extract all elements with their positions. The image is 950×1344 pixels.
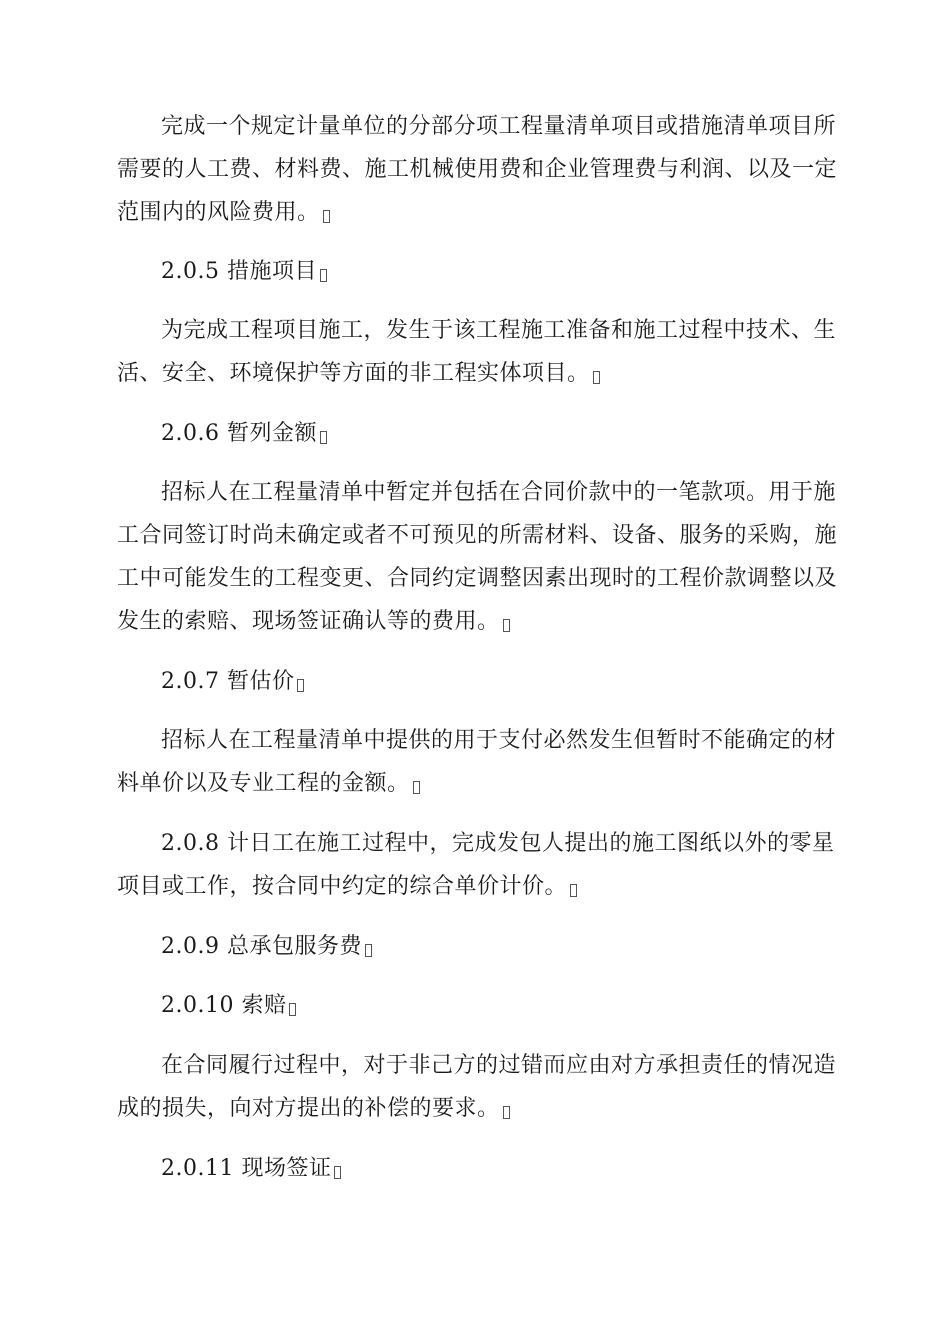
- line-text: 招标人在工程量清单中提供的用于支付必然发生但暂时不能确定的材: [161, 728, 837, 753]
- paragraph-mark-icon: [570, 884, 577, 897]
- line-text: 工合同签订时尚未确定或者不可预见的所需材料、设备、服务的采购，施: [117, 523, 838, 548]
- paragraph-mark-icon: [365, 944, 372, 957]
- heading-text: 2.0.9 总承包服务费: [161, 934, 362, 959]
- section-heading: [161, 832, 834, 856]
- paragraph-mark-icon: [320, 431, 327, 444]
- paragraph-line: [117, 1097, 510, 1121]
- heading-text: 2.0.10 索赔: [161, 993, 287, 1018]
- paragraph-mark-icon: [323, 210, 330, 223]
- line-text: 活、安全、环境保护等方面的非工程实体项目。: [117, 361, 590, 386]
- line-text: 在合同履行过程中，对于非己方的过错而应由对方承担责任的情况造: [161, 1053, 837, 1078]
- section-heading: [161, 670, 304, 694]
- section-heading: [161, 1157, 341, 1181]
- line-text: 需要的人工费、材料费、施工机械使用费和企业管理费与利润、以及一定: [117, 157, 838, 182]
- line-text: 范围内的风险费用。: [117, 200, 320, 225]
- section-heading: [161, 935, 372, 959]
- paragraph-line: [117, 201, 330, 225]
- paragraph-line: [117, 772, 420, 796]
- paragraph-line: [117, 524, 837, 548]
- line-text: 项目或工作，按合同中约定的综合单价计价。: [117, 874, 568, 899]
- heading-text: 2.0.7 暂估价: [161, 669, 295, 694]
- paragraph-line: [161, 481, 836, 505]
- paragraph-line: [117, 158, 837, 182]
- paragraph-mark-icon: [503, 619, 510, 632]
- line-text: 完成一个规定计量单位的分部分项工程量清单项目或措施清单项目所: [161, 114, 837, 139]
- paragraph-line: [117, 610, 510, 634]
- paragraph-line: [117, 567, 837, 591]
- paragraph-mark-icon: [503, 1106, 510, 1119]
- heading-text: 2.0.8 计日工在施工过程中，完成发包人提出的施工图纸以外的零星: [161, 831, 835, 856]
- heading-text: 2.0.5 措施项目: [161, 259, 317, 284]
- paragraph-line: [161, 115, 836, 139]
- section-heading: [161, 260, 327, 284]
- paragraph-mark-icon: [334, 1166, 341, 1179]
- heading-text: 2.0.11 现场签证: [161, 1156, 332, 1181]
- line-text: 为完成工程项目施工，发生于该工程施工准备和施工过程中技术、生: [161, 318, 837, 343]
- line-text: 成的损失，向对方提出的补偿的要求。: [117, 1096, 500, 1121]
- paragraph-line: [117, 875, 577, 899]
- paragraph-mark-icon: [413, 781, 420, 794]
- section-heading: [161, 994, 296, 1018]
- paragraph-line: [161, 729, 836, 753]
- heading-text: 2.0.6 暂列金额: [161, 421, 317, 446]
- paragraph-mark-icon: [289, 1003, 296, 1016]
- paragraph-mark-icon: [297, 679, 304, 692]
- paragraph-line: [161, 1054, 836, 1078]
- line-text: 发生的索赔、现场签证确认等的费用。: [117, 609, 500, 634]
- paragraph-line: [117, 362, 600, 386]
- line-text: 招标人在工程量清单中暂定并包括在合同价款中的一笔款项。用于施: [161, 480, 837, 505]
- line-text: 工中可能发生的工程变更、合同约定调整因素出现时的工程价款调整以及: [117, 566, 838, 591]
- paragraph-mark-icon: [593, 371, 600, 384]
- paragraph-mark-icon: [320, 269, 327, 282]
- line-text: 料单价以及专业工程的金额。: [117, 771, 410, 796]
- paragraph-line: [161, 319, 836, 343]
- section-heading: [161, 422, 327, 446]
